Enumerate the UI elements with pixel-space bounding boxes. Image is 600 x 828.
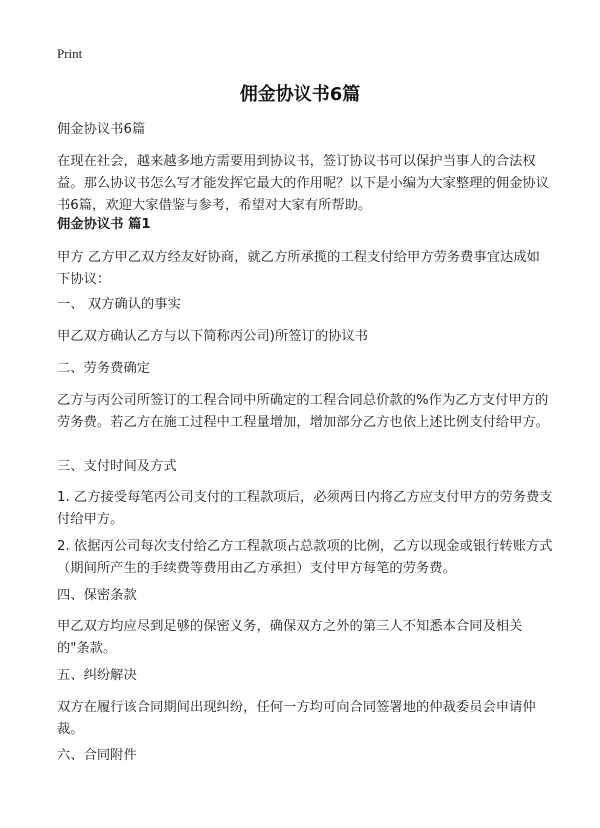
intro-paragraph: 在现在社会，越来越多地方需要用到协议书，签订协议书可以保护当事人的合法权益。那么协议书怎么写才能发挥它最大的作用呢？以下是小编为大家整理的佣金协议书6篇，欢迎大家借鉴与参考，希望对大家有所帮助。	[57, 154, 549, 213]
clause-paragraph-5: 双方在履行该合同期间出现纠纷，任何一方均可向合同签署地的仲裁委员会申请仲裁。	[57, 700, 536, 737]
section-heading: 佣金协议书 篇1	[57, 217, 151, 232]
clause-heading-4: 四、保密条款	[57, 588, 137, 603]
clause-paragraph-1: 甲乙双方确认乙方与以下简称丙公司)所签订的协议书	[57, 329, 369, 344]
clause-heading-6: 六、合同附件	[57, 748, 137, 763]
clause-paragraph-3b: 2. 依据丙公司每次支付给乙方工程款项占总款项的比例，乙方以现金或银行转账方式（期间所产生的手续费等费用由乙方承担）支付甲方每笔的劳务费。	[57, 539, 553, 576]
clause-paragraph-3a: 1. 乙方接受每笔丙公司支付的工程款项后，必须两日内将乙方应支付甲方的劳务费支付给甲方。	[57, 490, 553, 527]
preamble-paragraph: 甲方 乙方甲乙双方经友好协商，就乙方所承揽的工程支付给甲方劳务费事宜达成如下协议：	[57, 250, 540, 287]
print-link[interactable]: Print	[57, 46, 83, 61]
clause-heading-5: 五、纠纷解决	[57, 668, 137, 683]
clause-heading-2: 二、劳务费确定	[57, 361, 151, 376]
page-title: 佣金协议书6篇	[239, 84, 361, 105]
clause-heading-3: 三、支付时间及方式	[57, 459, 177, 474]
clause-paragraph-2: 乙方与丙公司所签订的工程合同中所确定的工程合同总价款的%作为乙方支付甲方的劳务费。若乙方在施工过程中工程量增加，增加部分乙方也依上述比例支付给甲方。	[57, 393, 549, 430]
clause-paragraph-4: 甲乙双方均应尽到足够的保密义务，确保双方之外的第三人不知悉本合同及相关的"条款。	[57, 619, 523, 656]
clause-heading-1: 一、 双方确认的事实	[57, 297, 181, 312]
document-subtitle: 佣金协议书6篇	[57, 122, 146, 137]
